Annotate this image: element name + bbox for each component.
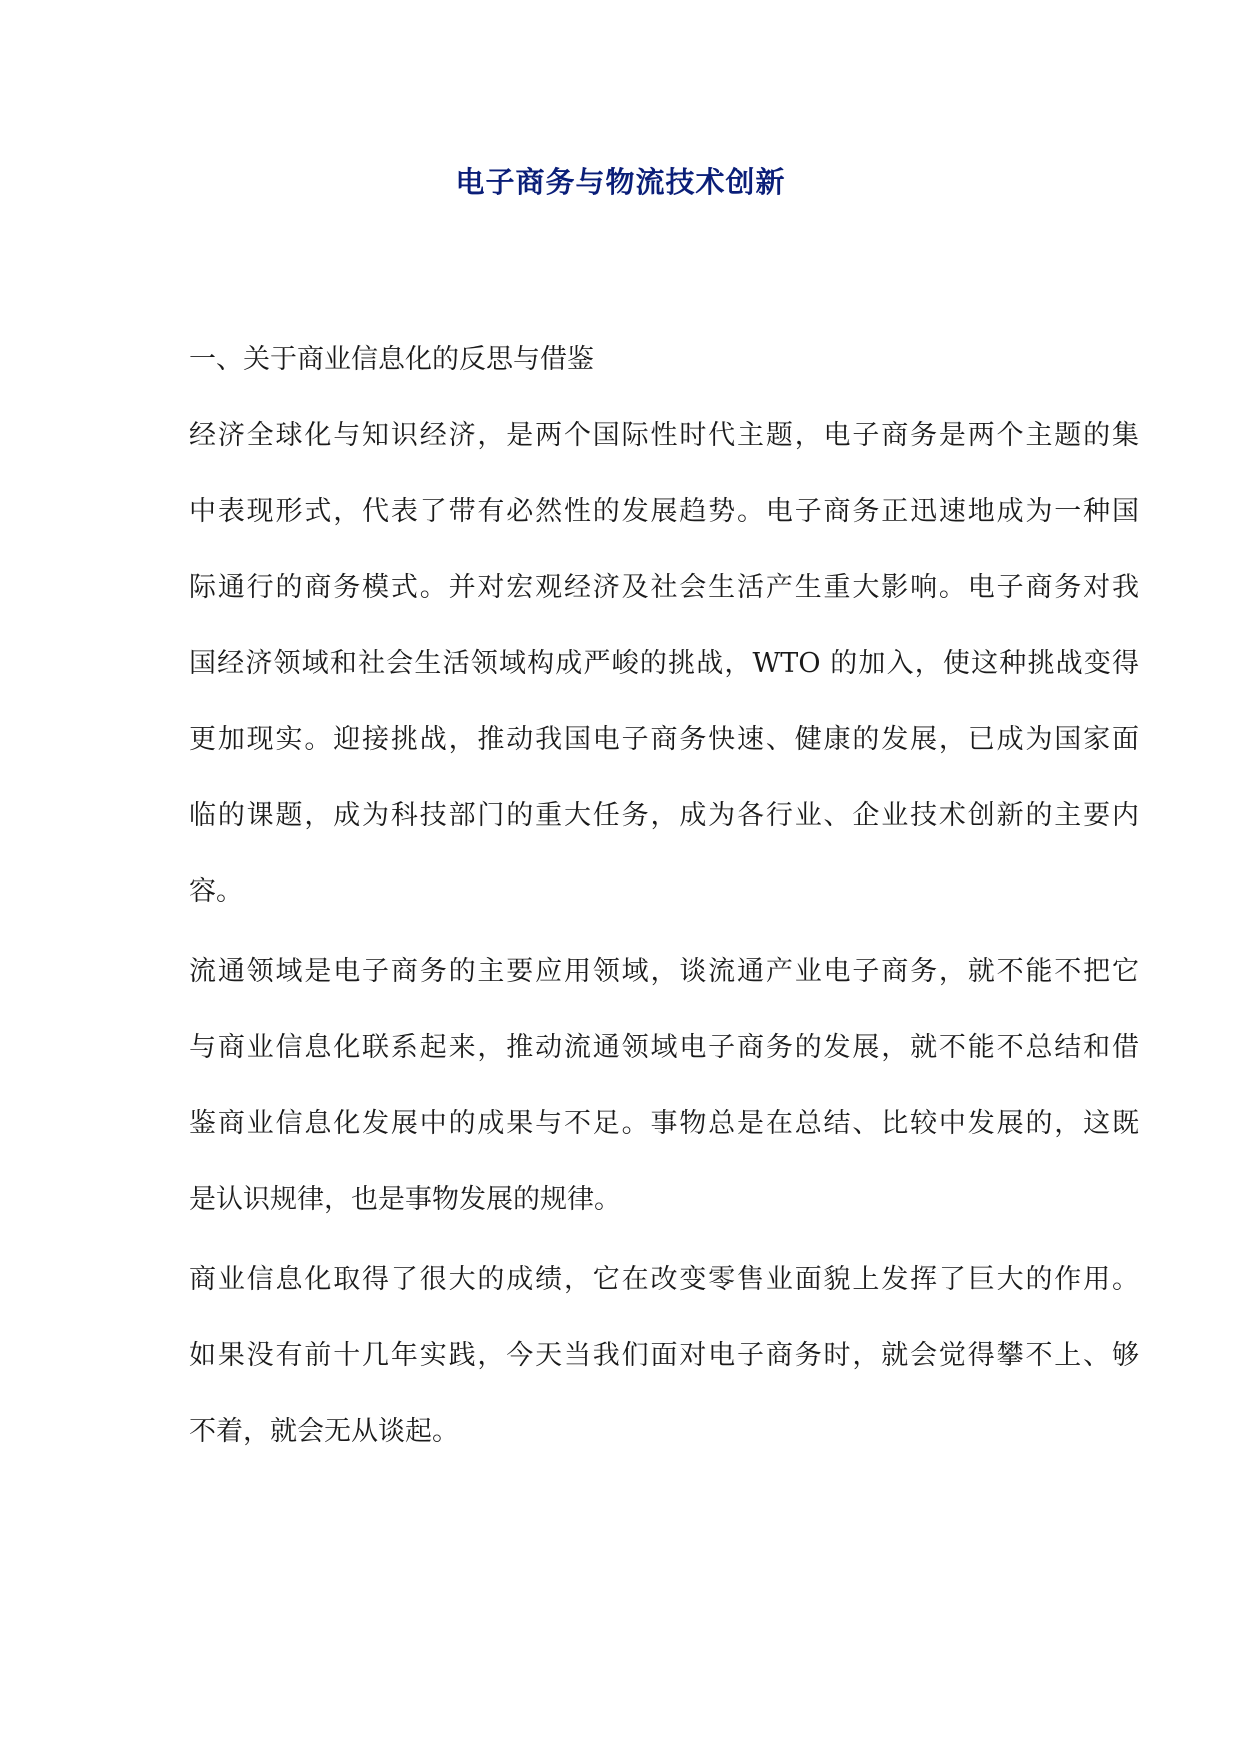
paragraph-line: 与商业信息化联系起来，推动流通领域电子商务的发展，就不能不总结和借 — [189, 1032, 1139, 1063]
paragraph-line: 不着，就会无从谈起。 — [189, 1416, 459, 1447]
paragraph-2 — [189, 952, 1139, 1220]
paragraph-line: 中表现形式，代表了带有必然性的发展趋势。电子商务正迅速地成为一种国 — [189, 496, 1139, 527]
paragraph-line: 临的课题，成为科技部门的重大任务，成为各行业、企业技术创新的主要内 — [189, 800, 1139, 831]
page-title: 电子商务与物流技术创新 — [455, 165, 786, 199]
paragraph-line: 经济全球化与知识经济，是两个国际性时代主题，电子商务是两个主题的集 — [189, 420, 1139, 451]
paragraph-line: 流通领域是电子商务的主要应用领域，谈流通产业电子商务，就不能不把它 — [189, 956, 1139, 987]
paragraph-line: 国经济领域和社会生活领域构成严峻的挑战，WTO 的加入，使这种挑战变得 — [189, 648, 1139, 679]
paragraph-line: 际通行的商务模式。并对宏观经济及社会生活产生重大影响。电子商务对我 — [189, 572, 1139, 603]
paragraph-line: 容。 — [189, 876, 243, 907]
document-body — [189, 340, 1139, 1492]
paragraph-line: 商业信息化取得了很大的成绩，它在改变零售业面貌上发挥了巨大的作用。 — [189, 1264, 1139, 1295]
paragraph-line: 鉴商业信息化发展中的成果与不足。事物总是在总结、比较中发展的，这既 — [189, 1108, 1139, 1139]
paragraph-3 — [189, 1260, 1139, 1452]
paragraph-line: 是认识规律，也是事物发展的规律。 — [189, 1184, 621, 1215]
paragraph-line: 如果没有前十几年实践，今天当我们面对电子商务时，就会觉得攀不上、够 — [189, 1340, 1139, 1371]
paragraph-line: 更加现实。迎接挑战，推动我国电子商务快速、健康的发展，已成为国家面 — [189, 724, 1139, 755]
paragraph-1 — [189, 416, 1139, 912]
section-heading: 一、关于商业信息化的反思与借鉴 — [189, 344, 594, 375]
